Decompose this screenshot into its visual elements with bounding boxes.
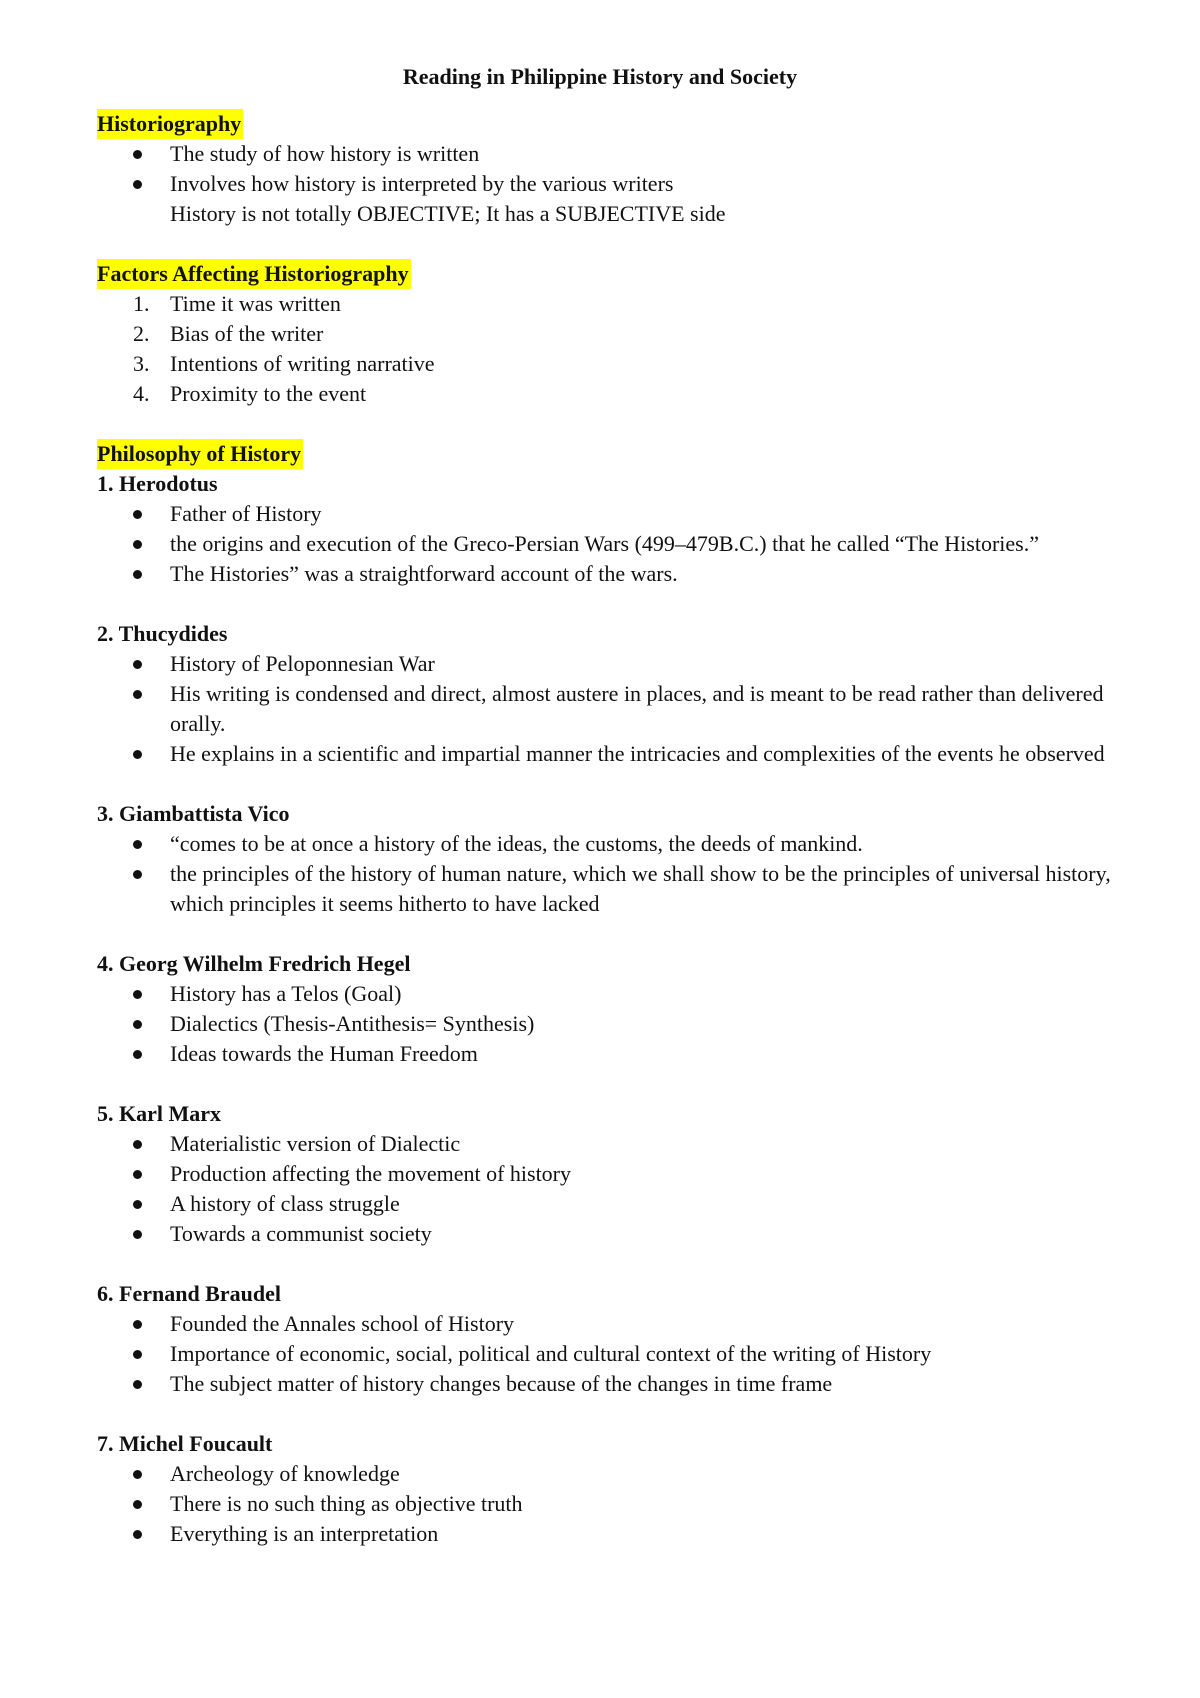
bullet-list	[97, 139, 1117, 199]
list-item	[97, 319, 1117, 349]
person-braudel	[97, 1279, 1117, 1399]
list-item: Materialistic version of Dialectic	[97, 1129, 1117, 1159]
list-number: 4.	[133, 381, 150, 406]
bullet-list	[97, 1309, 1117, 1399]
bullet-list	[97, 1459, 1117, 1549]
section-historiography	[97, 109, 1117, 229]
person-herodotus	[97, 469, 1117, 589]
list-number: 3.	[133, 351, 150, 376]
bullet-list	[97, 499, 1117, 589]
list-item: History of Peloponnesian War	[97, 649, 1117, 679]
person-heading: 6. Fernand Braudel	[97, 1281, 281, 1306]
paragraph-gap	[97, 1249, 1117, 1279]
section-philosophy	[97, 439, 1117, 1549]
person-vico	[97, 799, 1117, 919]
person-heading: 4. Georg Wilhelm Fredrich Hegel	[97, 951, 411, 976]
person-hegel	[97, 949, 1117, 1069]
bullet-list	[97, 649, 1117, 769]
list-item-text: Intentions of writing narrative	[170, 351, 435, 376]
person-foucault	[97, 1429, 1117, 1549]
list-number: 2.	[133, 321, 150, 346]
list-item	[97, 289, 1117, 319]
section-heading-philosophy: Philosophy of History	[97, 439, 303, 469]
paragraph-gap	[97, 1069, 1117, 1099]
list-item: Production affecting the movement of history	[97, 1159, 1117, 1189]
list-item-text: Time it was written	[170, 291, 341, 316]
person-thucydides	[97, 619, 1117, 769]
person-marx	[97, 1099, 1117, 1249]
list-number: 1.	[133, 291, 150, 316]
person-heading: 5. Karl Marx	[97, 1101, 222, 1126]
list-item: His writing is condensed and direct, almost austere in places, and is meant to be read rather than delivered orally.	[97, 679, 1117, 739]
bullet-list	[97, 829, 1117, 919]
list-item: “comes to be at once a history of the ideas, the customs, the deeds of mankind.	[97, 829, 1117, 859]
list-item: the origins and execution of the Greco-Persian Wars (499–479B.C.) that he called “The Histories.”	[97, 529, 1117, 559]
list-item: the principles of the history of human nature, which we shall show to be the principles of universal history, which principles it seems hitherto to have lacked	[97, 859, 1117, 919]
list-item: The Histories” was a straightforward account of the wars.	[97, 559, 1117, 589]
paragraph-gap	[97, 919, 1117, 949]
list-item: The study of how history is written	[97, 139, 1117, 169]
list-item: Archeology of knowledge	[97, 1459, 1117, 1489]
paragraph-gap	[97, 589, 1117, 619]
list-item: Everything is an interpretation	[97, 1519, 1117, 1549]
list-item	[97, 379, 1117, 409]
list-item: He explains in a scientific and impartial manner the intricacies and complexities of the events he observed	[97, 739, 1117, 769]
paragraph-gap	[97, 1399, 1117, 1429]
list-item: Founded the Annales school of History	[97, 1309, 1117, 1339]
section-heading-factors: Factors Affecting Historiography	[97, 259, 411, 289]
paragraph-gap	[97, 409, 1117, 439]
person-heading: 7. Michel Foucault	[97, 1431, 273, 1456]
person-heading: 2. Thucydides	[97, 621, 228, 646]
list-item-text: Proximity to the event	[170, 381, 367, 406]
list-item: Involves how history is interpreted by the various writers	[97, 169, 1117, 199]
bullet-list	[97, 979, 1117, 1069]
document-body	[97, 109, 1117, 1549]
list-item: There is no such thing as objective truth	[97, 1489, 1117, 1519]
list-item: Towards a communist society	[97, 1219, 1117, 1249]
person-heading: 1. Herodotus	[97, 471, 218, 496]
list-item: The subject matter of history changes because of the changes in time frame	[97, 1369, 1117, 1399]
list-item-continuation: History is not totally OBJECTIVE; It has a SUBJECTIVE side	[170, 201, 726, 226]
list-item: A history of class struggle	[97, 1189, 1117, 1219]
list-item-text: Bias of the writer	[170, 321, 324, 346]
person-heading: 3. Giambattista Vico	[97, 801, 290, 826]
bullet-list	[97, 1129, 1117, 1249]
paragraph-gap	[97, 769, 1117, 799]
list-item: History has a Telos (Goal)	[97, 979, 1117, 1009]
list-item: Father of History	[97, 499, 1117, 529]
section-heading-historiography: Historiography	[97, 109, 243, 139]
document-title: Reading in Philippine History and Society	[402, 64, 798, 89]
paragraph-gap	[97, 229, 1117, 259]
numbered-list	[97, 289, 1117, 409]
section-factors	[97, 259, 1117, 409]
list-item	[97, 349, 1117, 379]
list-item: Dialectics (Thesis-Antithesis= Synthesis)	[97, 1009, 1117, 1039]
list-item: Importance of economic, social, political and cultural context of the writing of History	[97, 1339, 1117, 1369]
list-item: Ideas towards the Human Freedom	[97, 1039, 1117, 1069]
